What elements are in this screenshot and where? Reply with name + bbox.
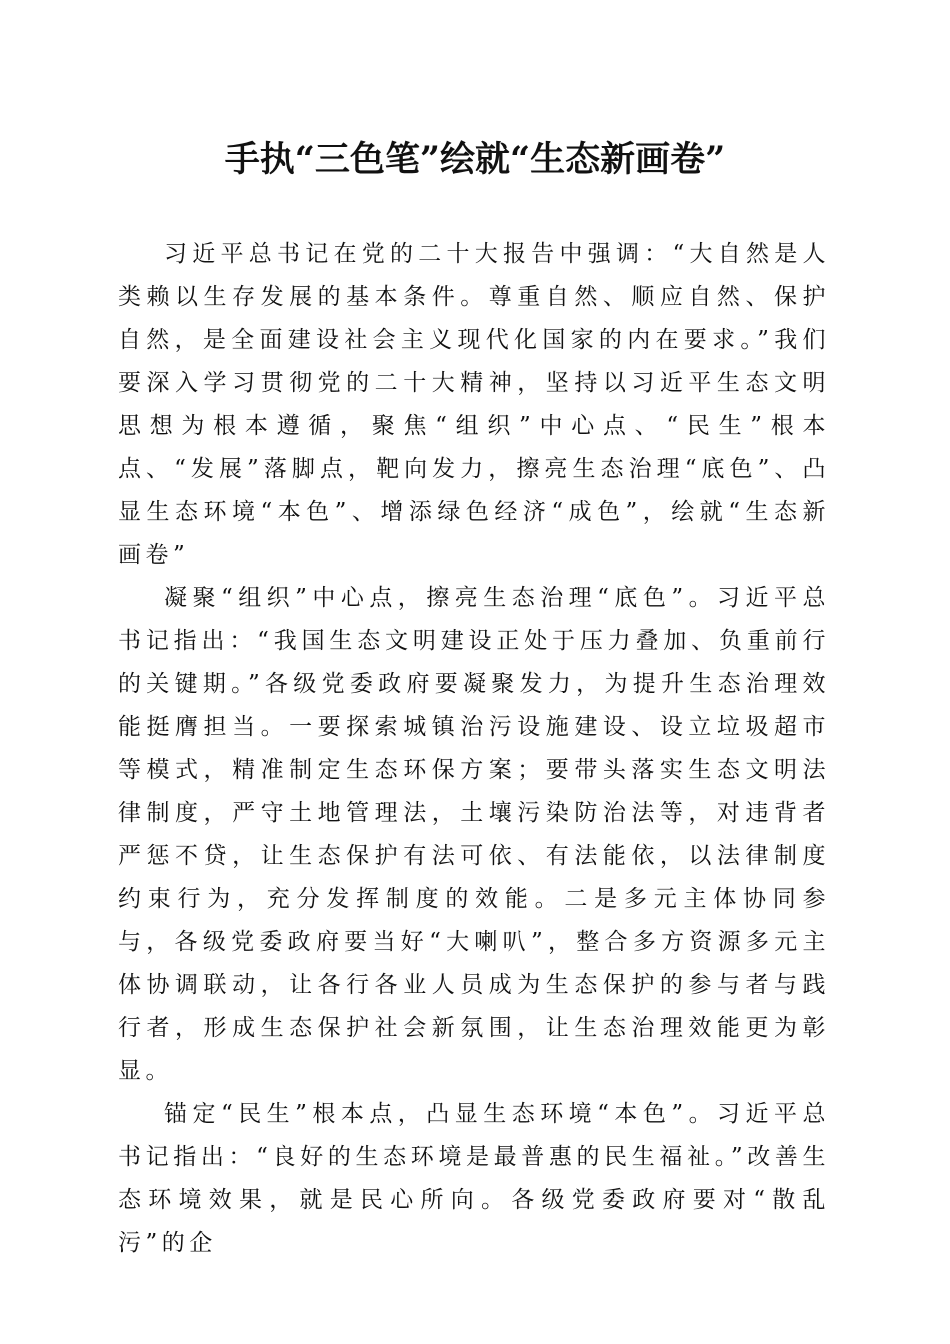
paragraph-organization: 凝聚“组织”中心点，擦亮生态治理“底色”。习近平总书记指出：“我国生态文明建设正处于压力叠加、负重前行的关键期。”各级党委政府要凝聚发力，为提升生态治理效能挺膺担当。一要探索城镇治污设施建设、设立垃圾超市等模式，精准制定生态环保方案；要带头落实生态文明法律制度，严守土地管理法，土壤污染防治法等，对违背者严惩不贷，让生态保护有法可依、有法能依，以法律制度约束行为，充分发挥制度的效能。二是多元主体协同参与，各级党委政府要当好“大喇叭”，整合多方资源多元主体协调联动，让各行各业人员成为生态保护的参与者与践行者，形成生态保护社会新氛围，让生态治理效能更为彰显。 (118, 585, 830, 1084)
paragraph-intro: 习近平总书记在党的二十大报告中强调：“大自然是人类赖以生存发展的基本条件。尊重自然、顺应自然、保护自然，是全面建设社会主义现代化国家的内在要求。”我们要深入学习贯彻党的二十大精神，坚持以习近平生态文明思想为根本遵循，聚焦“组织”中心点、“民生”根本点、“发展”落脚点，靶向发力，擦亮生态治理“底色”、凸显生态环境“本色”、增添绿色经济“成色”，绘就“生态新画卷” (118, 241, 830, 568)
document-body (118, 233, 830, 1265)
paragraph-livelihood: 锚定“民生”根本点，凸显生态环境“本色”。习近平总书记指出：“良好的生态环境是最普惠的民生福祉。”改善生态环境效果，就是民心所向。各级党委政府要对“散乱污”的企 (118, 1101, 830, 1256)
document-title: 手执“三色笔”绘就“生态新画卷” (224, 139, 726, 180)
